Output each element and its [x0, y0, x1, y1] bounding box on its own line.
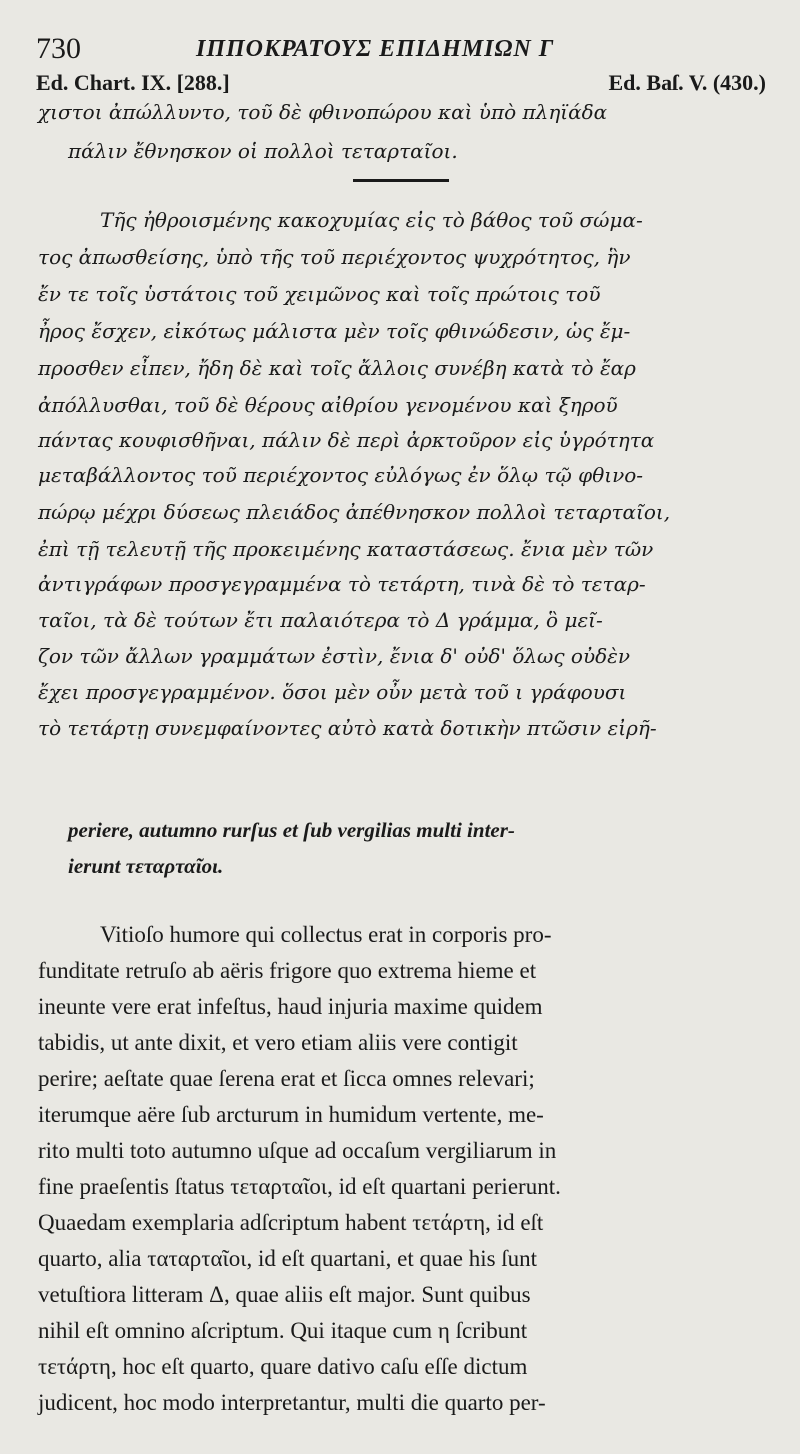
latin-continuation-line: periere, autumno rurſus et ſub vergilias multi inter-: [68, 818, 515, 842]
greek-line: προσθεν εἶπεν, ἤδη δὲ καὶ τοῖς ἄλλοις συνέβη κατὰ τὸ ἔαρ: [38, 356, 636, 380]
greek-line: πάλιν ἔθνησκον οἱ πολλοὶ τεταρταῖοι.: [68, 139, 458, 163]
latin-line: τετάρτη, hoc eſt quarto, quare dativo caſu eſſe dictum: [38, 1354, 528, 1379]
latin-line: iterumque aëre ſub arcturum in humidum vertente, me-: [38, 1102, 544, 1127]
greek-line: ἐπὶ τῇ τελευτῇ τῆς προκειμένης καταστάσεως. ἔνια μὲν τῶν: [38, 537, 654, 561]
page-number: 730: [36, 32, 81, 65]
latin-line: funditate retruſo ab aëris frigore quo extrema hieme et: [38, 958, 537, 983]
latin-line: quarto, alia ταταρταῖοι, id eſt quartani, et quae his ſunt: [38, 1246, 538, 1271]
latin-line: Quaedam exemplaria adſcriptum habent τετάρτη, id eſt: [38, 1210, 544, 1235]
latin-line: ineunte vere erat infeſtus, haud injuria maxime quidem: [38, 994, 543, 1019]
latin-line: fine praeſentis ſtatus τεταρταῖοι, id eſt quartani perierunt.: [38, 1174, 561, 1199]
edition-reference-right: Ed. Baſ. V. (430.): [608, 70, 766, 95]
greek-line: χιστοι ἀπώλλυντο, τοῦ δὲ φθινοπώρου καὶ ὑπὸ πληϊάδα: [38, 100, 608, 124]
latin-line: nihil eſt omnino aſcriptum. Qui itaque cum η ſcribunt: [38, 1318, 528, 1343]
latin-line: vetuſtiora litteram Δ, quae aliis eſt major. Sunt quibus: [38, 1282, 531, 1307]
page-header: [36, 30, 766, 70]
greek-line: ταῖοι, τὰ δὲ τούτων ἔτι παλαιότερα τὸ Δ γράμμα, ὃ μεῖ-: [38, 608, 603, 632]
latin-line: judicent, hoc modo interpretantur, multi die quarto per-: [38, 1390, 546, 1415]
latin-line: rito multi toto autumno uſque ad occaſum vergiliarum in: [38, 1138, 557, 1163]
greek-line: πάντας κουφισθῆναι, πάλιν δὲ περὶ ἀρκτοῦρον εἰς ὑγρότητα: [38, 428, 655, 452]
section-divider: [353, 179, 449, 182]
greek-line: τὸ τετάρτῃ συνεμφαίνοντες αὐτὸ κατὰ δοτικὴν πτῶσιν εἰρῆ-: [38, 716, 657, 740]
greek-line: ἦρος ἔσχεν, εἰκότως μάλιστα μὲν τοῖς φθινώδεσιν, ὡς ἔμ-: [38, 319, 631, 343]
greek-line: τος ἀπωσθείσης, ὑπὸ τῆς τοῦ περιέχοντος ψυχρότητος, ἣν: [38, 245, 631, 269]
bleed-through-text: [520, 148, 525, 169]
latin-line: tabidis, ut ante dixit, et vero etiam aliis vere contigit: [38, 1030, 518, 1055]
edition-reference-left: Ed. Chart. IX. [288.]: [36, 70, 230, 95]
edition-reference-row: [36, 70, 766, 98]
running-title: ΙΠΠΟΚΡΑΤΟΥΣ ΕΠΙΔΗΜΙΩΝ Γ: [196, 36, 555, 62]
greek-line: ἔχει προσγεγραμμένον. ὅσοι μὲν οὖν μετὰ τοῦ ι γράφουσι: [38, 680, 627, 704]
greek-line: μεταβάλλοντος τοῦ περιέχοντος εὐλόγως ἐν ὅλῳ τῷ φθινο-: [38, 463, 644, 487]
greek-line: ἀπόλλυσθαι, τοῦ δὲ θέρους αἰθρίου γενομένου καὶ ξηροῦ: [38, 393, 618, 417]
greek-line: ἔν τε τοῖς ὑστάτοις τοῦ χειμῶνος καὶ τοῖς πρώτοις τοῦ: [38, 282, 601, 306]
latin-line: perire; aeſtate quae ſerena erat et ſicca omnes relevari;: [38, 1066, 535, 1091]
greek-line: ἀντιγράφων προσγεγραμμένα τὸ τετάρτη, τινὰ δὲ τὸ τεταρ-: [38, 572, 646, 596]
greek-line: Τῆς ἠθροισμένης κακοχυμίας εἰς τὸ βάθος τοῦ σώμα-: [100, 208, 643, 232]
latin-line: Vitioſo humore qui collectus erat in corporis pro-: [100, 922, 552, 947]
greek-line: πώρῳ μέχρι δύσεως πλειάδος ἀπέθνησκον πολλοὶ τεταρταῖοι,: [38, 500, 671, 524]
latin-continuation-line: ierunt τεταρταῖοι.: [68, 854, 224, 878]
greek-line: ζον τῶν ἄλλων γραμμάτων ἐστὶν, ἔνια δ' οὐδ' ὅλως οὐδὲν: [38, 644, 631, 668]
